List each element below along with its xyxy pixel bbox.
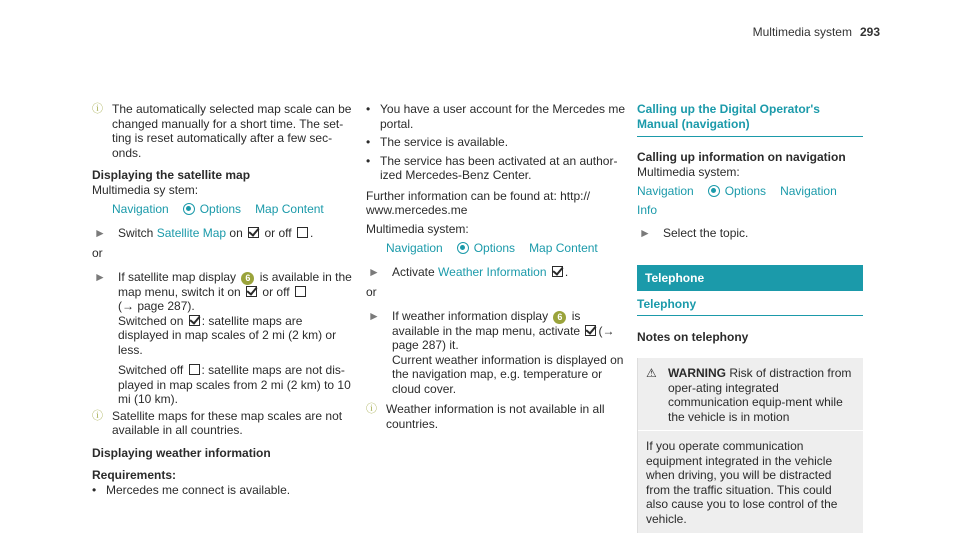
arrow-icon: ►	[368, 264, 380, 279]
menu-path: Navigation Options Map Content	[386, 241, 598, 255]
checkbox-on-icon	[189, 315, 200, 326]
page-number: 293	[859, 25, 880, 39]
instruction-step: ► Activate Weather Information .	[368, 264, 569, 279]
checkbox-off-icon	[295, 286, 306, 297]
options-icon	[708, 185, 720, 197]
arrow-icon: ►	[94, 269, 106, 284]
list-item: • Mercedes me connect is available.	[92, 482, 291, 497]
arrow-icon: ►	[639, 226, 651, 240]
instruction-step: ► If satellite map display 6 is available in the map menu, switch it on or off (→ page 287). Switched on : satellite maps are displayed in map scales of 2 mi (2 km) or less. Switched off : satellite maps are not dis-played in map scales from 2 mi (2 km) to 10 mi (10 km).	[94, 269, 352, 406]
column-3: Calling up the Digital Operator's Manual (navigation) Calling up information on navigation Multimedia system: Navigation Options Navigation Info ► Select the topic. Telephone Telephony Notes on telephony ⚠ WARNING Risk of distraction from oper-ating integrated communication equip-ment while the vehicle is in motion If you operate communication equipment integrated in the vehicle when driving, you will be distracted from the traffic situation. This could also cause you to lose control of the vehicle.	[637, 102, 863, 533]
instruction-step: ► Select the topic.	[639, 226, 749, 240]
section-name: Multimedia system	[752, 25, 852, 39]
section-title: Calling up the Digital Operator's Manual (navigation)	[637, 102, 820, 131]
arrow-icon: ►	[368, 308, 380, 323]
info-icon: ⓘ	[92, 409, 103, 422]
checkbox-on-icon	[585, 325, 596, 336]
menu-path: Navigation Options Navigation Info	[637, 184, 837, 217]
note: ⓘ The automatically selected map scale can be changed manually for a short time. The set-ting is reset automatically after a few sec-onds.	[92, 102, 352, 160]
instruction-step: ► Switch Satellite Map on or off .	[94, 225, 314, 240]
options-icon	[457, 242, 469, 254]
callout-number: 6	[553, 311, 566, 324]
note: ⓘ Weather information is not available in all countries.	[366, 402, 605, 431]
arrow-icon: ►	[94, 225, 106, 240]
instruction-step: ► If weather information display 6 is available in the map menu, activate (→ page 287) it. Current weather information is displayed on the navigation map, e.g. temperature or cloud cover.	[368, 308, 624, 396]
column-2: • You have a user account for the Mercedes me portal. • The service is available. • The service has been activated at an author-ized Mercedes-Benz Center. Further information can be found at: http:// www.mercedes.me Multimedia system: Navigation Options Map Content ► Activate Weather Information . or ► If weather information display 6 is available in the map menu, activate (→ page 287) it. Current weather information is displayed on the navigation map, e.g. temperature or cloud cover. ⓘ Weather information is not available in all countries.	[366, 102, 628, 431]
page-header	[753, 25, 880, 40]
checkbox-off-icon	[297, 227, 308, 238]
info-icon: ⓘ	[92, 103, 103, 115]
note: ⓘ Satellite maps for these map scales are not available in all countries.	[92, 408, 343, 437]
warning-icon: ⚠	[646, 366, 657, 380]
warning-box: ⚠ WARNING Risk of distraction from oper-ating integrated communication equip-ment while the vehicle is in motion If you operate communication equipment integrated in the vehicle when driving, you will be distracted from the traffic situation. This could also cause you to lose control of the vehicle.	[637, 358, 863, 533]
checkbox-on-icon	[248, 227, 259, 238]
info-icon: ⓘ	[366, 403, 377, 415]
heading: Notes on telephony	[637, 329, 749, 344]
chapter-banner: Telephone	[637, 265, 863, 292]
checkbox-off-icon	[189, 364, 200, 375]
list-item: • The service has been activated at an author-ized Mercedes-Benz Center.	[366, 153, 618, 182]
list-item: • The service is available.	[366, 135, 509, 149]
list-item: • You have a user account for the Mercedes me portal.	[366, 102, 626, 131]
callout-number: 6	[241, 272, 254, 285]
subsection-title: Telephony	[637, 297, 863, 316]
menu-path: Navigation Options Map Content	[112, 202, 324, 216]
heading: Calling up information on navigation	[637, 150, 846, 164]
heading: Displaying the satellite map	[92, 168, 251, 182]
heading: Displaying weather information	[92, 445, 271, 460]
options-icon	[183, 203, 195, 215]
checkbox-on-icon	[552, 266, 563, 277]
column-1: ⓘ The automatically selected map scale can be changed manually for a short time. The set-ting is reset automatically after a few sec-onds. Displaying the satellite map Multimedia sy stem: Navigation Options Map Content ► Switch Satellite Map on or off . or ► If satellite map display 6 is available in the map menu, switch it on or off (→ page 287). Switched on : satellite maps are displayed in map scales of 2 mi (2 km) or less. Switched off : satellite maps are not dis-played in map scales from 2 mi (2 km) to 10 mi (10 km). ⓘ Satellite maps for these map scales are not available in all countries. Displaying weather information Requirements: • Mercedes me connect is available.	[92, 102, 354, 497]
checkbox-on-icon	[246, 286, 257, 297]
